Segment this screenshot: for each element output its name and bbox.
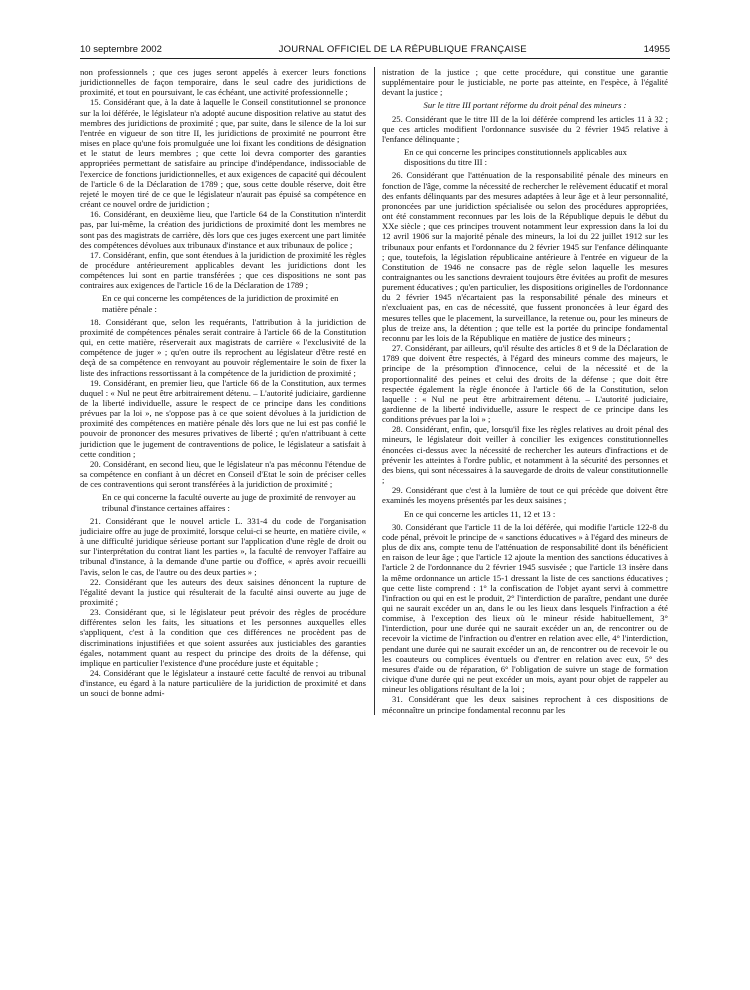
paragraph: 16. Considérant, en deuxième lieu, que l'article 64 de la Constitution n'interdit pas, par lui-même, la création des juridictions de proximité dont les membres ne sont pas des magistrats de carrière, dès lors que ces juges exercent une part limitée des compétences dévolues aux tribunaux d'instance et aux tribunaux de police ; xyxy=(80,209,366,250)
section-heading: En ce qui concerne les compétences de la juridiction de proximité en matière pénale : xyxy=(102,293,339,314)
paragraph: 31. Considérant que les deux saisines reprochent à ces dispositions de méconnaître un principe fondamental reconnu par les xyxy=(382,694,668,715)
page-header xyxy=(80,44,670,59)
section-heading: Sur le titre III portant réforme du droit pénal des mineurs : xyxy=(423,100,627,111)
paragraph: 28. Considérant, enfin, que, lorsqu'il fixe les règles relatives au droit pénal des mineurs, le législateur doit veiller à concilier les exigences constitutionnelles énoncées ci-dessus avec la nécessité de rechercher les auteurs d'infractions et de prévenir les atteintes à l'ordre public, et notamment à la sécurité des personnes et des biens, qui sont nécessaires à la sauvegarde de droits de valeur constitutionnelle ; xyxy=(382,424,668,486)
paragraph: 25. Considérant que le titre III de la loi déférée comprend les articles 11 à 32 ; que ces articles modifient l'ordonnance susvisée du 2 février 1945 relative à l'enfance délinquante ; xyxy=(382,113,668,144)
paragraph: 15. Considérant que, à la date à laquelle le Conseil constitutionnel se prononce sur la loi déférée, le législateur n'a adopté aucune disposition relative au statut des membres des juridictions de proximité ; que, par suite, dans le silence de la loi sur l'entrée en vigueur de son titre II, les juridictions de proximité ne pourront être mises en place qu'une fois promulguée une loi fixant les conditions de désignation et le statut de leurs membres ; que cette loi devra comporter des garanties appropriées permettant de satisfaire au principe d'indépendance, indissociable de l'exercice de fonctions juridictionnelles, et aux exigences de capacité qui découlent de l'article 6 de la Déclaration de 1789 ; que, sous cette double réserve, doit être rejeté le moyen tiré de ce que le législateur n'aurait pas épuisé sa compétence en créant ce nouvel ordre de juridiction ; xyxy=(80,97,366,210)
left-column xyxy=(80,67,366,715)
paragraph: 20. Considérant, en second lieu, que le législateur n'a pas méconnu l'étendue de sa compétence en confiant à un décret en Conseil d'Etat le soin de préciser celles de ces contraventions qui seront transférées à la juridiction de proximité ; xyxy=(80,458,366,490)
paragraph: 19. Considérant, en premier lieu, que l'article 66 de la Constitution, aux termes duquel : « Nul ne peut être arbitrairement détenu. – L'autorité judiciaire, gardienne de la liberté individuelle, assure le respect de ce principe dans les conditions prévues par la loi », ne s'oppose pas à ce que soient dévolues à la juridiction de proximité des compétences en matière pénale dès lors que ne lui est pas confié le pouvoir de prononcer des mesures privatives de liberté ; qu'en n'attribuant à cette juridiction que le jugement de contraventions de police, le législateur a satisfait à cette condition ; xyxy=(80,377,366,459)
paragraph: 17. Considérant, enfin, que sont étendues à la juridiction de proximité les règles de procédure antérieurement applicables devant les juridictions dont les compétences lui sont en partie transférées ; que ces dispositions ne sont pas contraires aux exigences de l'article 16 de la Déclaration de 1789 ; xyxy=(80,249,366,291)
section-heading: En ce qui concerne les principes constitutionnels applicables aux dispositions du titre III : xyxy=(404,147,627,168)
text-columns xyxy=(80,67,670,715)
header-date: 10 septembre 2002 xyxy=(80,44,162,55)
paragraph: nistration de la justice ; que cette procédure, qui constitue une garantie supplémentaire pour le justiciable, ne porte pas atteinte, en l'espèce, à l'égalité devant la justice ; xyxy=(382,67,668,98)
paragraph: non professionnels ; que ces juges seront appelés à exercer leurs fonctions juridictionnelles de façon temporaire, dans le seul cadre des juridictions de proximité, et tout en poursuivant, le cas échéant, une activité professionnelle ; xyxy=(80,67,366,98)
paragraph: 26. Considérant que l'atténuation de la responsabilité pénale des mineurs en fonction de l'âge, comme la nécessité de rechercher le relèvement éducatif et moral des enfants délinquants par des mesures adaptées à leur âge et à leur personnalité, prononcées par une juridiction spécialisée ou selon des procédures appropriées, ont été constamment reconnues par les lois de la République depuis le début du XXe siècle ; que ces principes trouvent notamment leur expression dans la loi du 12 avril 1906 sur la majorité pénale des mineurs, la loi du 22 juillet 1912 sur les tribunaux pour enfants et l'ordonnance du 2 février 1945 sur l'enfance délinquante ; que, toutefois, la législation républicaine antérieure à l'entrée en vigueur de la Constitution de 1946 ne consacre pas de règle selon laquelle les mesures contraignantes ou les sanctions devraient toujours être évitées au profit de mesures purement éducatives ; qu'en particulier, les dispositions originelles de l'ordonnance du 2 février 1945 n'écartaient pas la responsabilité pénale des mineurs et n'excluaient pas, en cas de nécessité, que fussent prononcées à leur égard des mesures telles que le placement, la surveillance, la retenue ou, pour les mineurs de plus de treize ans, la détention ; que telle est la portée du principe fondamental reconnu par les lois de la République en matière de justice des mineurs ; xyxy=(382,170,668,343)
right-column xyxy=(382,67,668,715)
paragraph: 30. Considérant que l'article 11 de la loi déférée, qui modifie l'article 122-8 du code pénal, prévoit le principe de « sanctions éducatives » à l'égard des mineurs de plus de dix ans, compte tenu de l'atténuation de responsabilité dont ils bénéficient en raison de leur âge ; que l'article 12 ajoute la mention des sanctions éducatives à l'article 2 de l'ordonnance du 2 février 1945 susvisée ; que l'article 13 insère dans la même ordonnance un article 15-1 dressant la liste de ces sanctions éducatives ; que cette liste comprend : 1° la confiscation de l'objet ayant servi à commettre l'infraction ou qui en est le produit, 2° l'interdiction de paraître, pendant une durée qui ne saurait excéder un an, dans le ou les lieux dans lesquels l'infraction a été commise, à l'exception des lieux où le mineur réside habituellement, 3° l'interdiction, pour une durée qui ne saurait excéder un an, de rencontrer ou de recevoir la victime de l'infraction ou d'entrer en relation avec elle, 4° l'interdiction, pendant une durée qui ne saurait excéder un an, de rencontrer ou de recevoir le ou les coauteurs ou complices éventuels ou d'entrer en relation avec eux, 5° des mesures d'aide ou de réparation, 6° l'obligation de suivre un stage de formation civique d'une durée qui ne peut excéder un mois, ayant pour objet de rappeler au mineur les obligations résultant de la loi ; xyxy=(382,521,668,695)
paragraph: 29. Considérant que c'est à la lumière de tout ce qui précède que doivent être examinés les moyens présentés par les deux saisines ; xyxy=(382,485,668,506)
journal-title: JOURNAL OFFICIEL DE LA RÉPUBLIQUE FRANÇAISE xyxy=(278,44,527,55)
column-divider xyxy=(374,67,375,715)
paragraph: 27. Considérant, par ailleurs, qu'il résulte des articles 8 et 9 de la Déclaration de 1789 que doivent être respectés, à l'égard des mineurs comme des majeurs, le principe de la présomption d'innocence, celui de la nécessité et de la proportionnalité des peines et celui des droits de la défense ; que doit être respectée également la règle énoncée à l'article 66 de la Constitution, selon laquelle : « Nul ne peut être arbitrairement détenu. – L'autorité judiciaire, gardienne de la liberté individuelle, assure le respect de ce principe dans les conditions prévues par la loi » ; xyxy=(382,343,668,425)
page-number: 14955 xyxy=(643,44,670,55)
section-heading: En ce qui concerne la faculté ouverte au juge de proximité de renvoyer au tribunal d'instance certaines affaires : xyxy=(102,492,356,513)
paragraph: 22. Considérant que les auteurs des deux saisines dénoncent la rupture de l'égalité devant la justice qui résulterait de la faculté ainsi ouverte au juge de proximité ; xyxy=(80,576,366,607)
paragraph: 21. Considérant que le nouvel article L. 331-4 du code de l'organisation judiciaire offre au juge de proximité, lorsque celui-ci se heurte, en matière civile, « à une difficulté juridique sérieuse portant sur l'application d'une règle de droit ou sur l'interprétation du contrat liant les parties », la faculté de renvoyer l'affaire au tribunal d'instance, à la demande d'une partie ou d'office, « après avoir recueilli l'avis, selon le cas, de l'autre ou des deux parties » ; xyxy=(80,515,366,577)
section-heading: En ce qui concerne les articles 11, 12 et 13 : xyxy=(404,508,556,519)
paragraph: 18. Considérant que, selon les requérants, l'attribution à la juridiction de proximité de compétences pénales serait contraire à l'article 66 de la Constitution qui, en cette matière, réserverait aux magistrats de carrière « l'exclusivité de la compétence de juger » ; qu'en outre ils reprochent au législateur d'être resté en deçà de sa compétence en renvoyant au pouvoir réglementaire le soin de fixer la liste des infractions ressortissant à la compétence de la juridiction de proximité ; xyxy=(80,316,366,378)
paragraph: 24. Considérant que le législateur a instauré cette faculté de renvoi au tribunal d'instance, eu égard à la nature particulière de la juridiction de proximité et dans un souci de bonne admi- xyxy=(80,668,366,699)
paragraph: 23. Considérant que, si le législateur peut prévoir des règles de procédure différentes selon les faits, les situations et les personnes auxquelles elles s'appliquent, c'est à la condition que ces différences ne procèdent pas de discriminations injustifiées et que soient assurées aux justiciables des garanties égales, notamment quant au respect du principe des droits de la défense, qui implique en particulier l'existence d'une procédure juste et équitable ; xyxy=(80,607,366,668)
